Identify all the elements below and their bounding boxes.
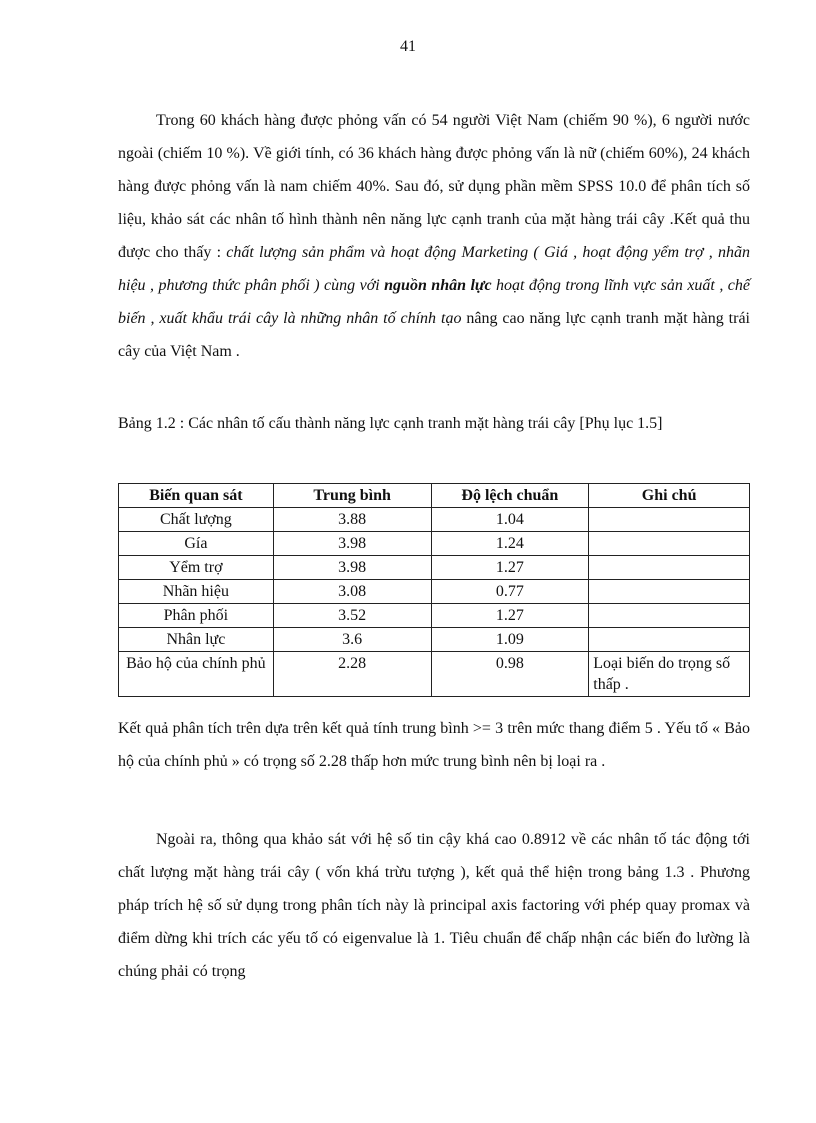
table-cell: 2.28 — [273, 652, 431, 697]
table-cell: 3.52 — [273, 604, 431, 628]
table-cell: 3.98 — [273, 556, 431, 580]
table-cell: Phân phối — [119, 604, 274, 628]
table-cell: 3.08 — [273, 580, 431, 604]
table-cell: 0.98 — [431, 652, 589, 697]
table-cell: 3.6 — [273, 628, 431, 652]
factor-table — [118, 483, 750, 697]
table-cell: 0.77 — [431, 580, 589, 604]
table-cell — [589, 508, 750, 532]
table-cell: 1.27 — [431, 556, 589, 580]
table-cell — [589, 532, 750, 556]
intro-text: Trong 60 khách hàng được phỏng vấn có 54 người Việt Nam (chiếm 90 %), 6 người nước ngoài (chiếm 10 %). Về giới tính, có 36 khách hàng được phỏng vấn là nữ (chiếm 60%), 24 khách hàng được phỏng vấn là nam chiếm 40%. Sau đó, sử dụng phần mềm SPSS 10.0 để phân tích số liệu, khảo sát các nhân tố hình thành nên năng lực cạnh tranh của mặt hàng trái cây .Kết quả thu được cho thấy : — [118, 112, 750, 261]
table-row — [119, 508, 750, 532]
table-cell — [589, 580, 750, 604]
col-header: Biến quan sát — [119, 484, 274, 508]
table-cell: Nhãn hiệu — [119, 580, 274, 604]
table-row — [119, 628, 750, 652]
table-cell: Yểm trợ — [119, 556, 274, 580]
intro-italic-text-1: chất lượng sản phẩm và hoạt động Marketing ( Giá , hoạt động yểm trợ , nhãn hiệu , phương thức phân phối ) cùng với — [118, 244, 750, 294]
table-caption: Bảng 1.2 : Các nhân tố cấu thành năng lực cạnh tranh mặt hàng trái cây [Phụ lục 1.5] — [118, 415, 663, 432]
table-row — [119, 652, 750, 697]
page-number: 41 — [400, 38, 416, 55]
table-row — [119, 580, 750, 604]
col-header: Độ lệch chuẩn — [431, 484, 589, 508]
table-row — [119, 556, 750, 580]
table-cell: 1.09 — [431, 628, 589, 652]
table-cell: 1.24 — [431, 532, 589, 556]
result-paragraph — [118, 712, 750, 778]
intro-paragraph — [118, 104, 750, 368]
table-cell: Nhân lực — [119, 628, 274, 652]
intro-italic-text-2: hoạt động trong lĩnh vực sản xuất , chế biến , xuất khẩu trái cây là những nhân tố chính tạo — [118, 277, 750, 327]
table-cell: 3.88 — [273, 508, 431, 532]
table-cell: Chất lượng — [119, 508, 274, 532]
table-row — [119, 532, 750, 556]
table-cell — [589, 556, 750, 580]
table-cell: Bảo hộ của chính phủ — [119, 652, 274, 697]
intro-bold-text: nguồn nhân lực — [384, 277, 492, 294]
factor-paragraph — [118, 823, 750, 988]
col-header: Ghi chú — [589, 484, 750, 508]
table-row — [119, 604, 750, 628]
col-header: Trung bình — [273, 484, 431, 508]
table-cell — [589, 628, 750, 652]
table-header-row — [119, 484, 750, 508]
table-cell: 1.27 — [431, 604, 589, 628]
factor-text: Ngoài ra, thông qua khảo sát với hệ số tin cậy khá cao 0.8912 về các nhân tố tác động tới chất lượng mặt hàng trái cây ( vốn khá trừu tượng ), kết quả thể hiện trong bảng 1.3 . Phương pháp trích hệ số sử dụng trong phân tích này là principal axis factoring với phép quay promax và điểm dừng khi trích các yếu tố có eigenvalue là 1. Tiêu chuẩn để chấp nhận các biến đo lường là chúng phải có trọng — [118, 831, 750, 980]
factor-table-wrapper — [118, 483, 750, 697]
table-caption-block — [118, 408, 750, 439]
table-cell — [589, 604, 750, 628]
table-cell: 1.04 — [431, 508, 589, 532]
intro-text-end: nâng cao năng lực cạnh tranh mặt hàng trái cây của Việt Nam . — [118, 310, 750, 360]
table-cell: Gía — [119, 532, 274, 556]
result-text: Kết quả phân tích trên dựa trên kết quả tính trung bình >= 3 trên mức thang điểm 5 . Yếu tố « Bảo hộ của chính phủ » có trọng số 2.28 thấp hơn mức trung bình nên bị loại ra . — [118, 720, 750, 770]
table-cell: 3.98 — [273, 532, 431, 556]
table-cell: Loại biến do trọng số thấp . — [589, 652, 750, 697]
